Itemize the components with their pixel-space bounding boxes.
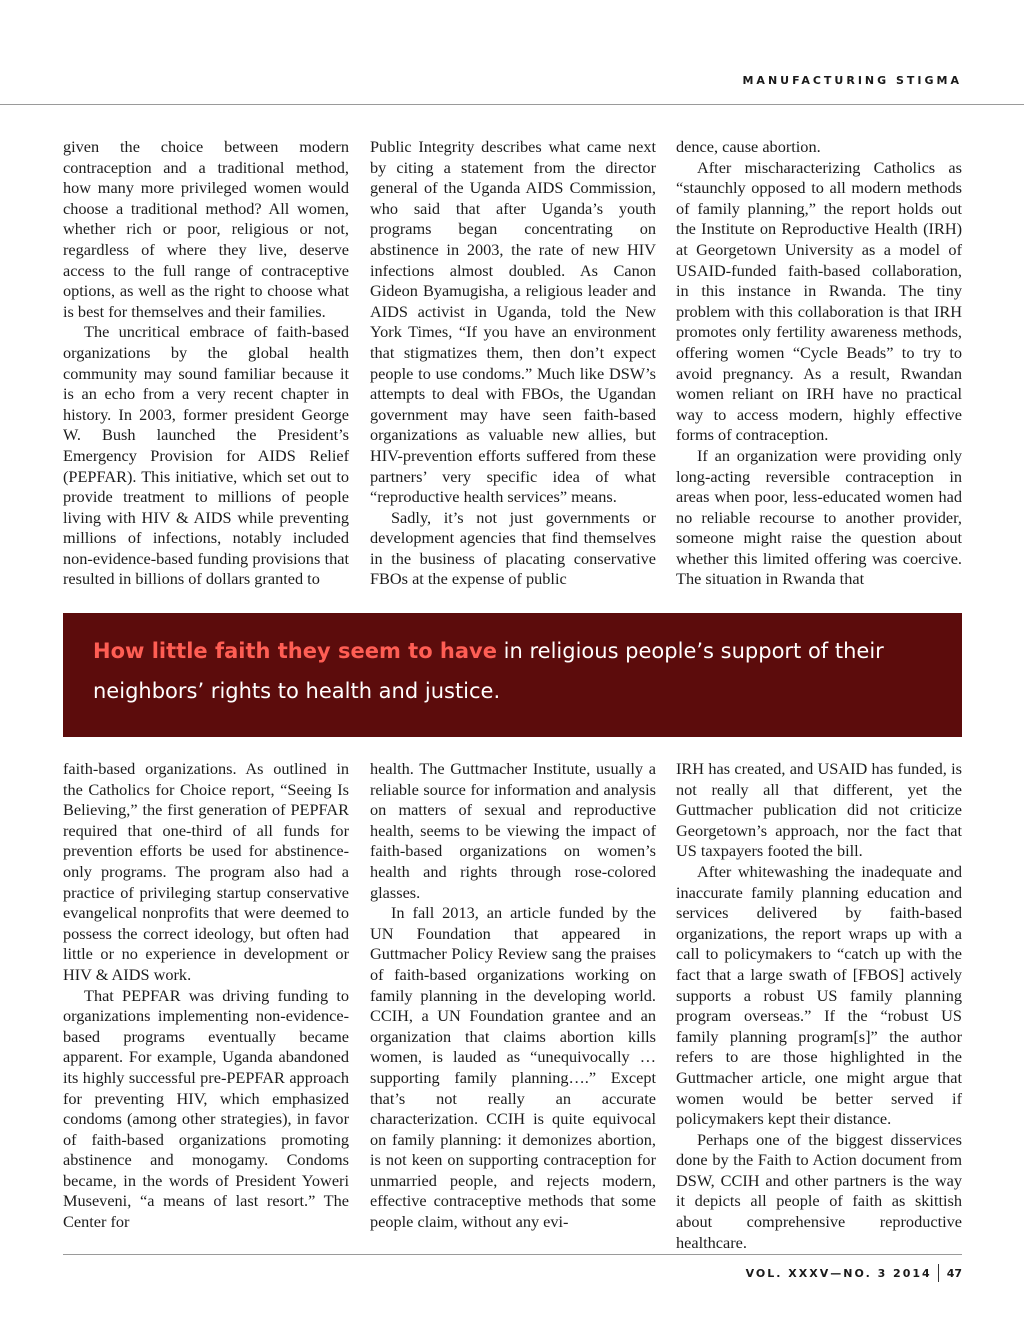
paragraph: Public Integrity describes what came next by citing a statement from the director general of the Uganda AIDS Commission, who said that after Uganda’s youth programs began concentrating on abstinence in 2003, the rate of new HIV infections almost doubled. As Canon Gideon Byamugisha, a religious leader and AIDS activist in Uganda, told the New York Times, “If you have an environment that stigmatizes them, then don’t expect people to use condoms.” Much like DSW’s attempts to deal with FBOs, the Ugandan government may have seen faith-based organizations as valuable new allies, but HIV-prevention efforts suffered from these partners’ very specific idea of what “reproductive health services” means. <box>370 137 656 507</box>
volume-info: VOL. XXXV—NO. 3 2014 <box>745 1266 932 1280</box>
folio <box>746 1264 962 1282</box>
column-top-1 <box>63 137 349 590</box>
folio-divider <box>938 1264 939 1282</box>
column-bottom-2 <box>370 759 656 1233</box>
paragraph: dence, cause abortion. <box>676 137 821 156</box>
paragraph: Sadly, it’s not just governments or development agencies that find themselves in the business of placating conservative FBOs at the expense of public <box>370 507 656 589</box>
column-top-2 <box>370 137 656 590</box>
column-bottom-1 <box>63 759 349 1233</box>
paragraph: That PEPFAR was driving funding to organizations implementing non-evidence-based programs eventually became apparent. For example, Uganda abandoned its highly successful pre-PEPFAR approach for preventing HIV, which emphasized condoms (among other strategies), in favor of faith-based organizations promoting abstinence and monogamy. Condoms became, in the words of President Yoweri Museveni, “a means of last resort.” The Center for <box>63 985 349 1232</box>
paragraph: After whitewashing the inadequate and inaccurate family planning education and services delivered by faith-based organizations, the report wraps up with a call to policymakers to “catch up with the fact that a large swath of [FBOS] actively supports a robust US family planning program overseas.” If the “robust US family planning program[s]” the author refers to are those highlighted in the Guttmacher article, one might argue that women would be better served if policymakers kept their distance. <box>676 861 962 1129</box>
column-top-3 <box>676 137 962 590</box>
footer-rule <box>63 1254 962 1255</box>
page-number: 47 <box>946 1266 962 1280</box>
pull-quote <box>63 613 962 737</box>
paragraph: The uncritical embrace of faith-based organizations by the global health community may sound familiar because it is an echo from a very recent chapter in history. In 2003, former president George W. Bush launched the President’s Emergency Provision for AIDS Relief (PEPFAR). This initiative, which set out to provide treatment to millions of people living with HIV & AIDS while preventing millions of infections, notably included non-evidence-based funding provisions that resulted in billions of dollars granted to <box>63 322 349 589</box>
paragraph: Perhaps one of the biggest disservices done by the Faith to Action document from DSW, CCIH and other partners is the way it depicts all people of faith as skittish about comprehensive reproductive healthcare. <box>676 1129 962 1252</box>
paragraph: faith-based organizations. As outlined in the Catholics for Choice report, “Seeing Is Believing,” the first generation of PEPFAR required that one-third of all funds for prevention efforts be used for abstinence-only programs. The program also had a practice of privileging startup conservative evangelical nonprofits that were deemed to possess the correct ideology, but often had little or no experience in development or HIV & AIDS work. <box>63 759 349 984</box>
pull-quote-rest: in religious people’s support of their neighbors’ rights to health and justice. <box>93 639 884 703</box>
column-bottom-3 <box>676 759 962 1253</box>
paragraph: given the choice between modern contraception and a traditional method, how many more privileged women would choose a traditional method? All women, whether rich or poor, religious or not, regardless of where they live, deserve access to the full range of contraceptive options, as well as the right to choose what is best for themselves and their families. <box>63 137 349 321</box>
paragraph: After mischaracterizing Catholics as “staunchly opposed to all modern methods of family planning,” the report holds out the Institute on Reproductive Health (IRH) at Georgetown University as a model of USAID-funded faith-based collaboration, in this instance in Rwanda. The tiny problem with this collaboration is that IRH promotes only fertility awareness methods, offering women “Cycle Beads” to try to avoid pregnancy. As a result, Rwandan women reliant on IRH have no practical way to access modern, highly effective forms of contraception. <box>676 157 962 445</box>
paragraph: If an organization were providing only long-acting reversible contraception in areas when poor, less-educated women had no reliable recourse to another provider, someone might raise the question about whether this limited offering was coercive. The situation in Rwanda that <box>676 445 962 589</box>
header-rule <box>0 104 1024 105</box>
running-head: MANUFACTURING STIGMA <box>742 74 962 87</box>
paragraph: IRH has created, and USAID has funded, is not really all that different, yet the Guttmacher publication did not criticize Georgetown’s approach, nor the fact that US taxpayers footed the bill. <box>676 759 962 861</box>
paragraph: health. The Guttmacher Institute, usually a reliable source for information and analysis on matters of sexual and reproductive health, seems to be viewing the impact of faith-based organizations on women’s health and rights through rose-colored glasses. <box>370 759 656 902</box>
pull-quote-highlight: How little faith they seem to have <box>93 639 497 663</box>
paragraph: In fall 2013, an article funded by the UN Foundation that appeared in Guttmacher Policy Review sang the praises of faith-based organizations working on family planning in the developing world. CCIH, a UN Foundation grantee and an organization that claims abortion kills women, is lauded as “unequivocally … supporting family planning….” Except that’s not really an accurate characterization. CCIH is quite equivocal on family planning: it demonizes abortion, is not keen on supporting contraception for unmarried people, and rejects modern, effective contraceptive methods that some people claim, without any evi- <box>370 903 656 1232</box>
pull-quote-text <box>93 631 923 711</box>
